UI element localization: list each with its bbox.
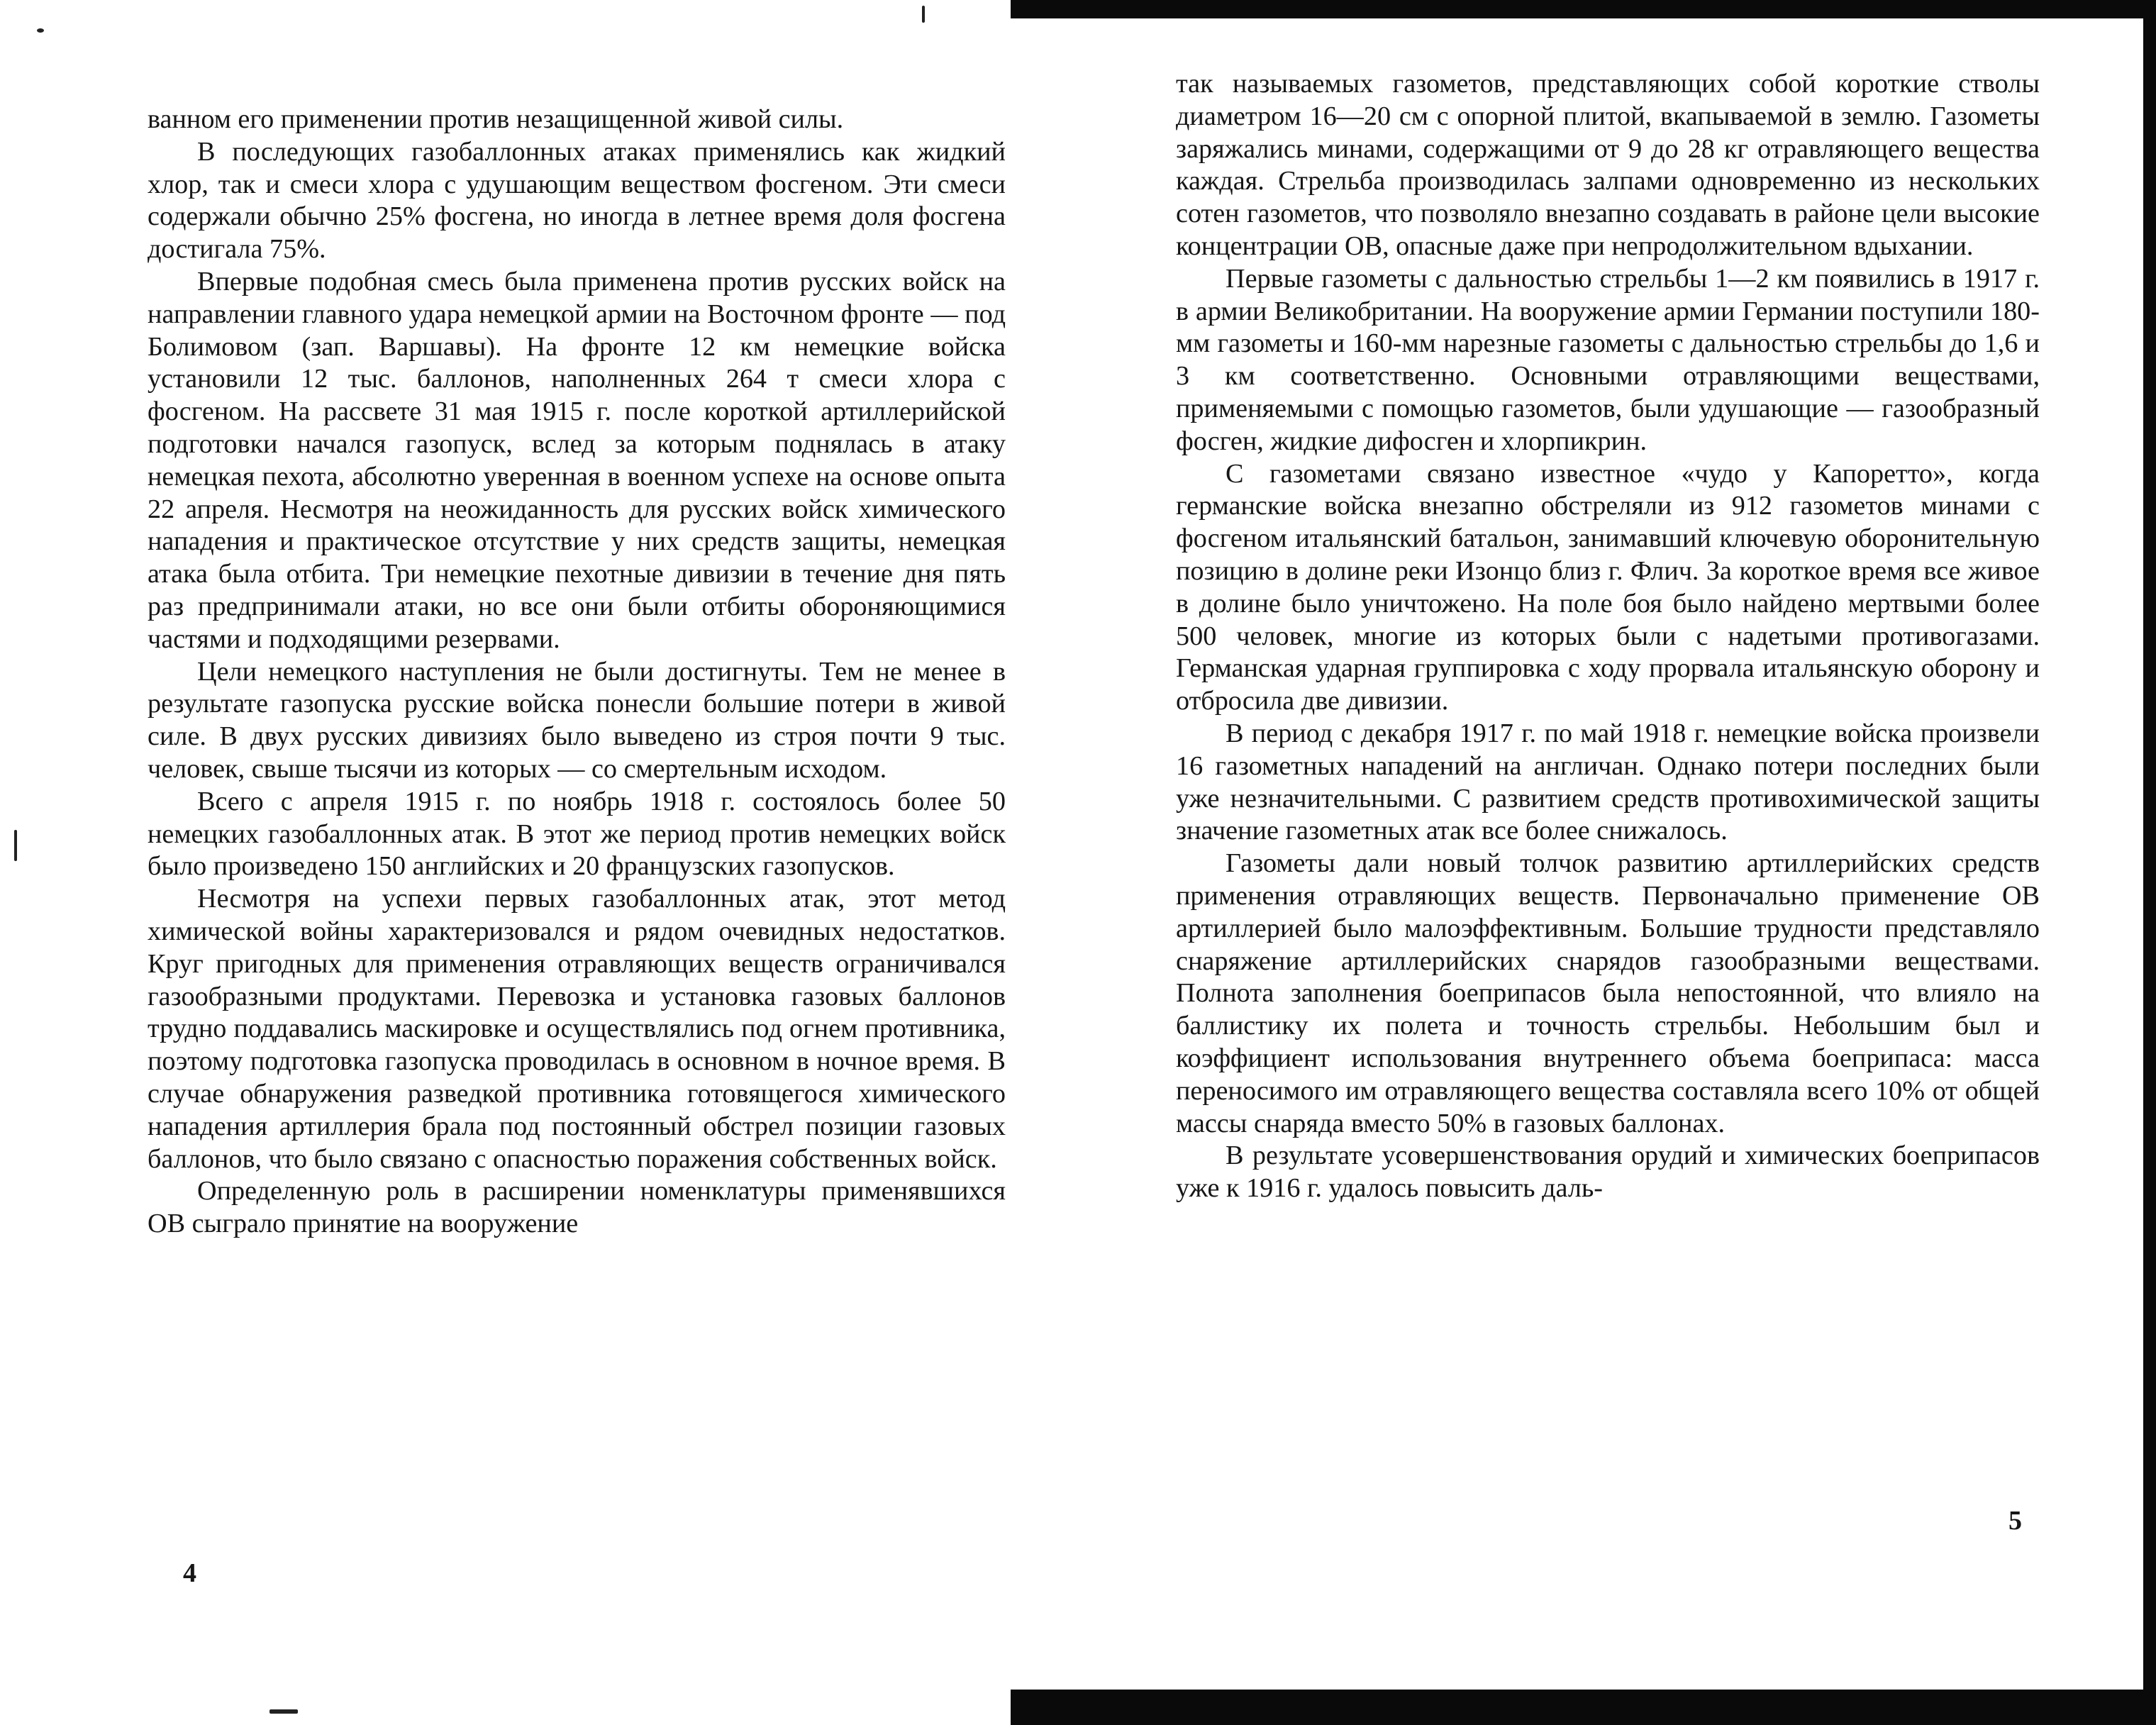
- left-page: [0, 0, 1014, 1725]
- paragraph: ванном его применении против незащищенной живой силы.: [148, 104, 844, 134]
- scan-border-right: [2143, 0, 2156, 1725]
- page-number: 4: [183, 1558, 196, 1588]
- paragraph: Впервые подобная смесь была применена против русских войск на направлении главного удара немецкой армии на Восточном фронте — под Болимовом (зап. Варшавы). На фронте 12 км немецкие войска установили 12 тыс. баллонов, наполненных 264 т смеси хлора с фосгеном. На рассвете 31 мая 1915 г. после короткой артиллерийской подготовки начался газопуск, вслед за которым поднялась в атаку немецкая пехота, абсолютно уверенная в военном успехе на основе опыта 22 апреля. Несмотря на неожиданность для русских войск химического нападения и практическое отсутствие у них средств защиты, немецкая атака была отбита. Три немецкие пехотные дивизии в течение дня пять раз предпринимали атаки, но все они были отбиты обороняющимися частями и подходящими резервами.: [148, 266, 1006, 654]
- page-number: 5: [2008, 1506, 2022, 1536]
- paragraph: Цели немецкого наступления не были достигнуты. Тем не менее в результате газопуска русские войска понесли большие потери в живой силе. В двух русских дивизиях было выведено из строя почти 9 тыс. человек, свыше тысячи из которых — со смертельным исходом.: [148, 656, 1006, 784]
- paragraph: Первые газометы с дальностью стрельбы 1—2 км появились в 1917 г. в армии Великобритании. На вооружение армии Германии поступили 180-мм газометы и 160-мм нарезные газометы с дальностью стрельбы до 1,6 и 3 км соответственно. Основными отравляющими веществами, применяемыми с помощью газометов, были удушающие — газообразный фосген, жидкие дифосген и хлорпикрин.: [1176, 263, 2040, 456]
- paragraph: Несмотря на успехи первых газобаллонных атак, этот метод химической войны характеризовался и рядом очевидных недостатков. Круг пригодных для применения отравляющих веществ ограничивался газообразными продуктами. Перевозка и установка газовых баллонов трудно поддавались маскировке и осуществлялись под огнем противника, поэтому подготовка газопуска проводилась в основном в ночное время. В случае обнаружения разведкой противника готовящегося химического нападения артиллерия брала под постоянный обстрел позиции газовых баллонов, что было связано с опасностью поражения собственных войск.: [148, 884, 1006, 1174]
- paragraph: С газометами связано известное «чудо у Капоретто», когда германские войска внезапно обстреляли из 912 газометов минами с фосгеном итальянский батальон, занимавший ключевую оборонительную позицию в долине реки Изонцо близ г. Флич. За короткое время все живое в долине было уничтожено. На поле боя было найдено мертвыми более 500 человек, многие из которых были с надетыми противогазами. Германская ударная группировка с ходу прорвала итальянскую оборону и отбросила две дивизии.: [1176, 458, 2040, 716]
- paragraph: так называемых газометов, представляющих собой короткие стволы диаметром 16—20 см с опорной плитой, вкапываемой в землю. Газометы заряжались минами, содержащими от 9 до 28 кг отравляющего вещества каждая. Стрельба производилась залпами одновременно из нескольких сотен газометов, что позволяло внезапно создавать в районе цели высокие концентрации ОВ, опасные даже при непродолжительном вдыхании.: [1176, 69, 2040, 261]
- paragraph: Газометы дали новый толчок развитию артиллерийских средств применения отравляющих веществ. Первоначально применение ОВ артиллерией было малоэффективным. Большие трудности представляло снаряжение артиллерийских снарядов газообразными веществами. Полнота заполнения боеприпасов была непостоянной, что влияло на баллистику их полета и точность стрельбы. Небольшим был и коэффициент использования внутреннего объема боеприпаса: масса переносимого им отравляющего вещества составляла всего 10% от общей массы снаряда вместо 50% в газовых баллонах.: [1176, 848, 2040, 1138]
- right-page: [1014, 0, 2143, 1725]
- right-page-text: [1176, 68, 2040, 1205]
- left-page-text: [148, 104, 1006, 1241]
- paragraph: Определенную роль в расширении номенклатуры применявшихся ОВ сыграло принятие на вооружение: [148, 1176, 1006, 1239]
- paragraph: В результате усовершенствования орудий и химических боеприпасов уже к 1916 г. удалось повысить даль-: [1176, 1141, 2040, 1204]
- paragraph: В период с декабря 1917 г. по май 1918 г. немецкие войска произвели 16 газометных нападений на англичан. Однако потери последних были уже незначительными. С развитием средств противохимической защиты значение газометных атак все более снижалось.: [1176, 718, 2040, 846]
- paragraph: В последующих газобаллонных атаках применялись как жидкий хлор, так и смеси хлора с удушающим веществом фосгеном. Эти смеси содержали обычно 25% фосгена, но иногда в летнее время доля фосгена достигала 75%.: [148, 136, 1006, 265]
- paragraph: Всего с апреля 1915 г. по ноябрь 1918 г. состоялось более 50 немецких газобаллонных атак. В этот же период против немецких войск было произведено 150 английских и 20 французских газопусков.: [148, 786, 1006, 882]
